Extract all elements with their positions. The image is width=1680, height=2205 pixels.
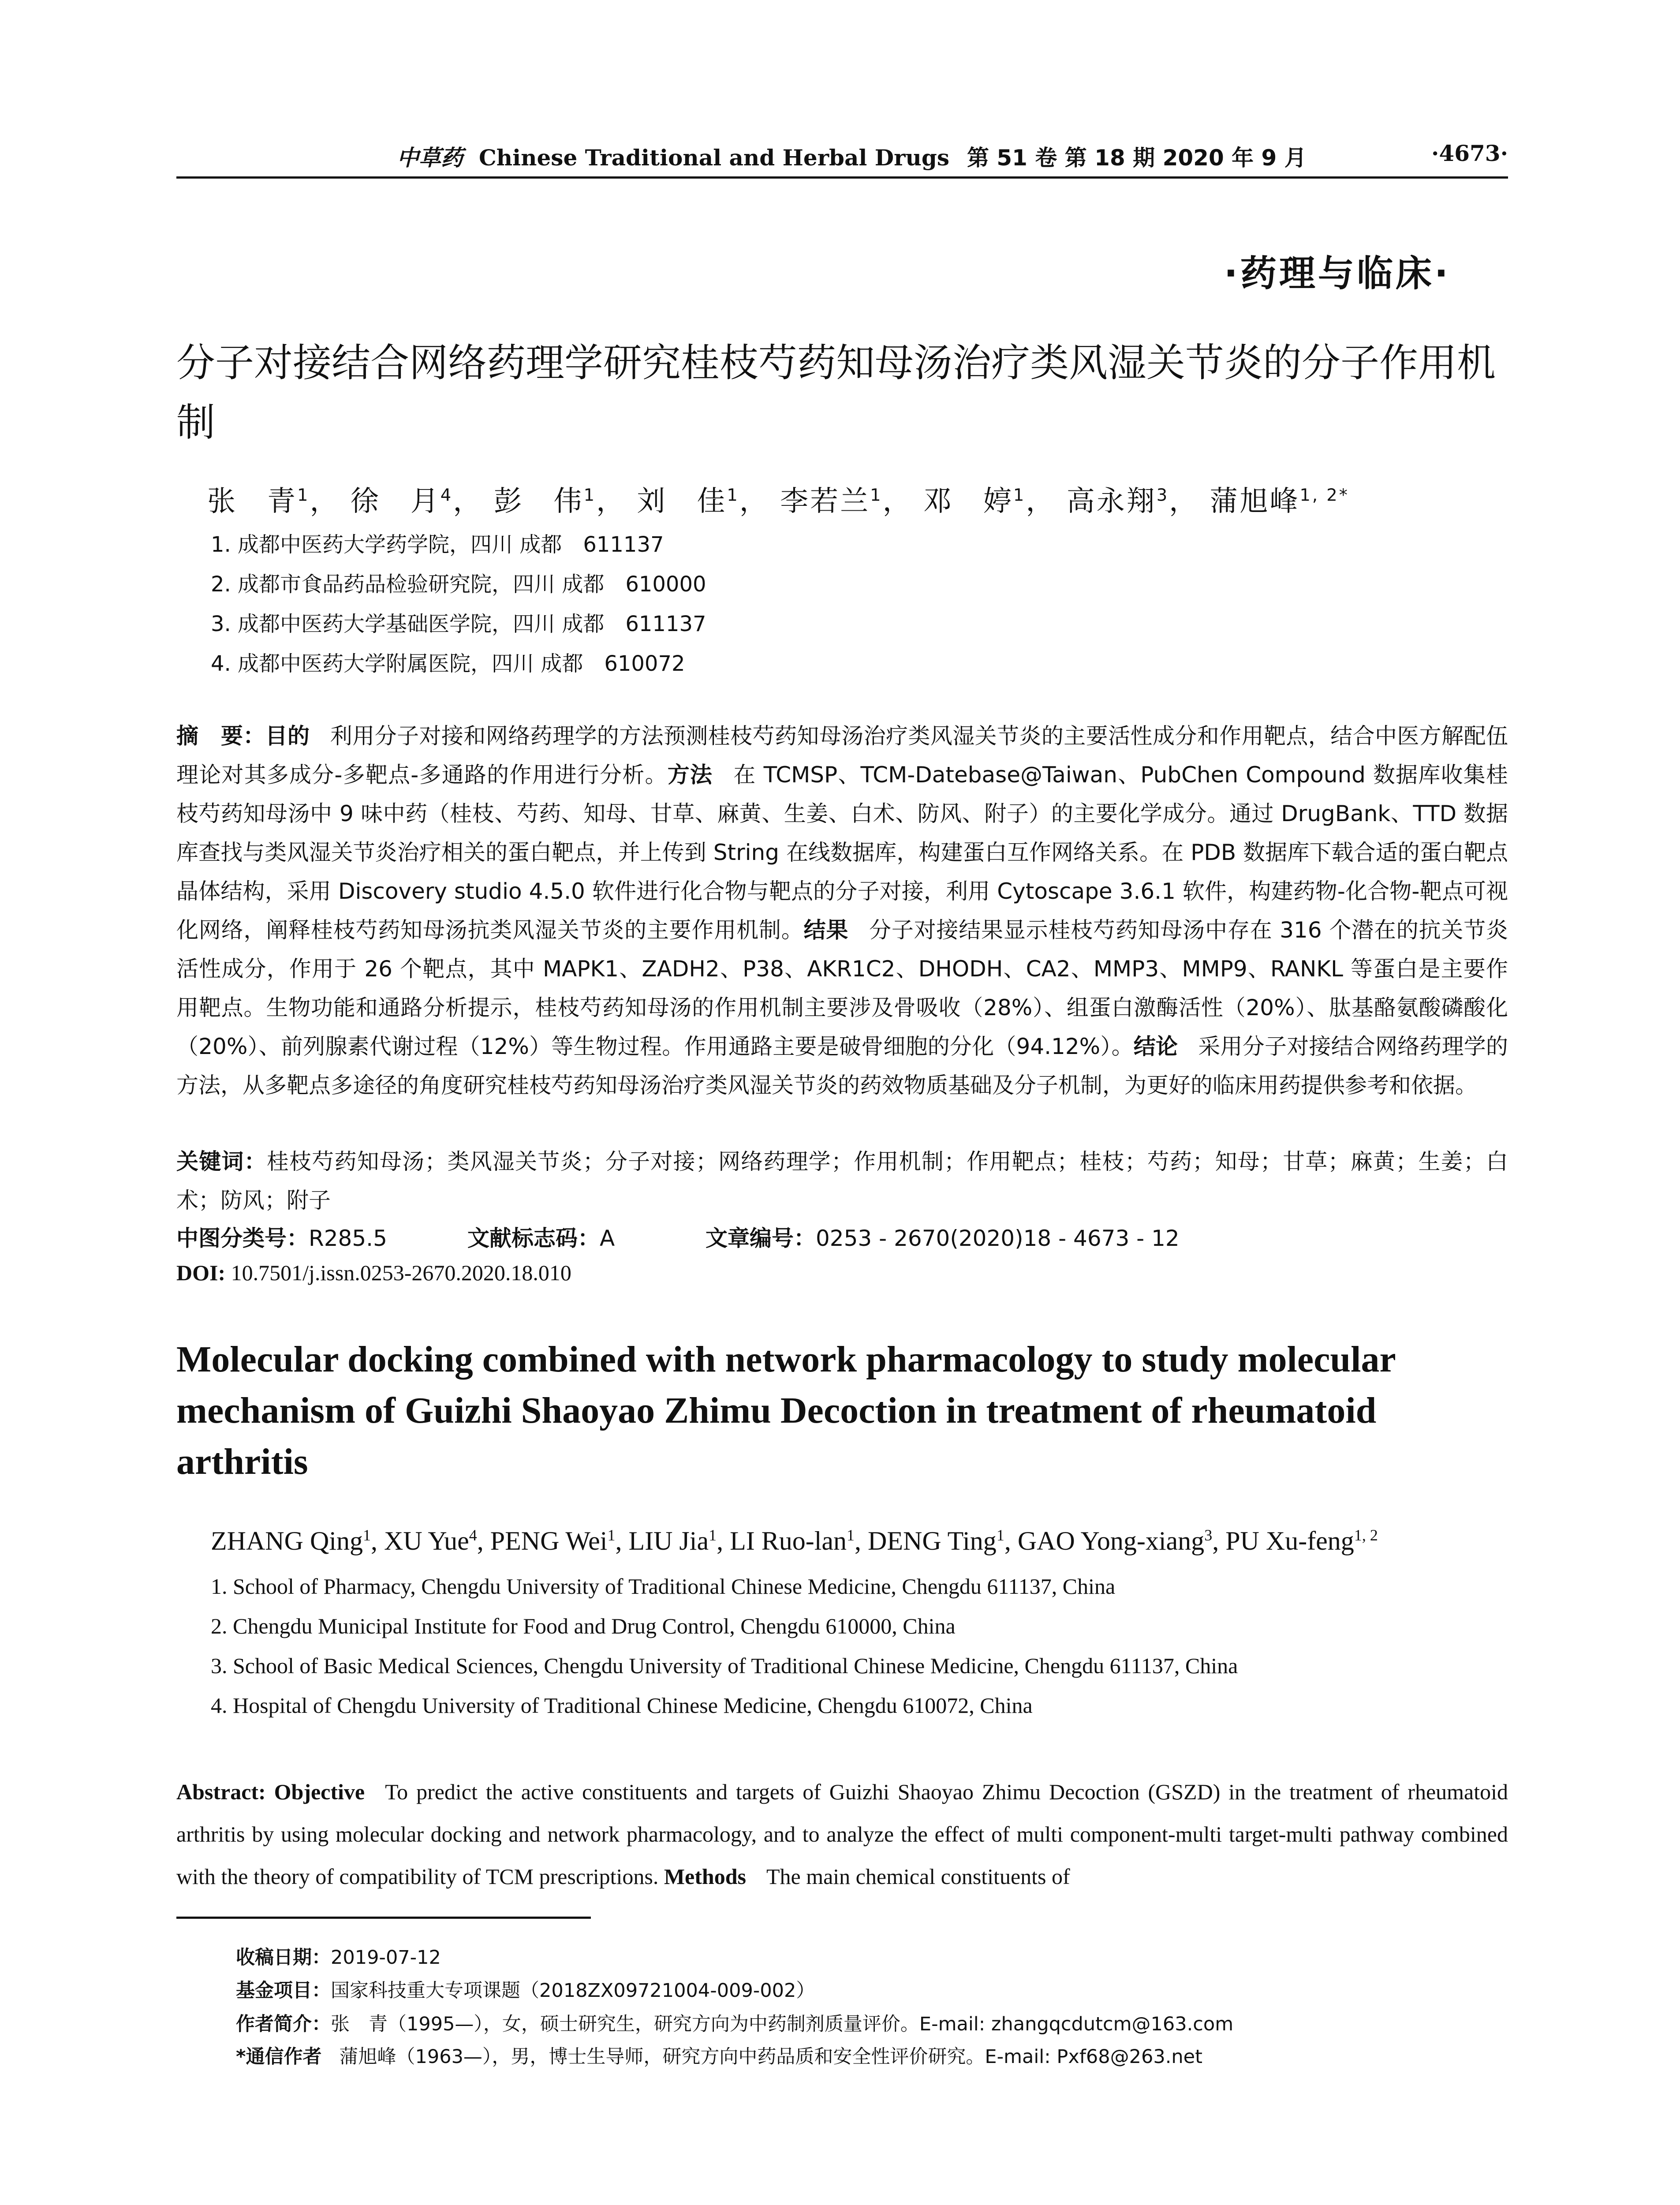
affiliation-cn: 2. 成都市食品药品检验研究院，四川 成都 610000 (211, 572, 706, 597)
objective-en-text: To predict the active constituents and targets of Guizhi Shaoyao Zhimu Decoction (GSZD) in the treatment of rheumatoid arthritis by using molecular docking and network pharmacology, and to analyze the effect of multi component-multi target-multi pathway combined with the theory of compatibility of TCM prescriptions. (176, 1779, 1508, 1889)
journal-issue: 第 51 卷 第 18 期 2020 年 9 月 (967, 145, 1307, 171)
methods-text: 在 TCMSP、TCM-Datebase@Taiwan、PubChen Compound 数据库收集桂枝芍药知母汤中 9 味中药（桂枝、芍药、知母、甘草、麻黄、生姜、白术、防风、附子）的主要化学成分。通过 DrugBank、TTD 数据库查找与类风湿关节炎治疗相关的蛋白靶点，并上传到 String 在线数据库，构建蛋白互作网络关系。在 PDB 数据库下载合适的蛋白靶点晶体结构，采用 Discovery studio 4.5.0 软件进行化合物与靶点的分子对接，利用 Cytoscape 3.6.1 软件，构建药物-化合物-靶点可视化网络，阐释桂枝芍药知母汤抗类风湿关节炎的主要作用机制。 (176, 762, 1508, 943)
author-cn: 张 青$^1$， (207, 485, 340, 518)
running-header (176, 140, 1508, 176)
title-cn: 分子对接结合网络药理学研究桂枝芍药知母汤治疗类风湿关节炎的分子作用机制 (176, 340, 1496, 445)
title-en: Molecular docking combined with network pharmacology to study molecular mechanism of Guizhi Shaoyao Zhimu Decoction in treatment of rheumatoid arthritis (176, 1339, 1396, 1482)
author-cn: 彭 伟$^1$， (493, 485, 626, 518)
footnote-rule (176, 1917, 591, 1919)
affiliation-cn: 1. 成都中医药大学药学院，四川 成都 611137 (211, 532, 664, 557)
section-label: ·药理与临床· (1224, 253, 1451, 295)
doc-code-label: 文献标志码： (467, 1226, 600, 1251)
doc-code-value: A (600, 1226, 615, 1251)
author-en: GAO Yong-xiang$^3$, (1017, 1526, 1226, 1555)
author-cn: 徐 月$^4$， (350, 485, 483, 518)
methods-label: 方法 (667, 762, 713, 788)
affiliation-en: 4. Hospital of Chengdu University of Traditional Chinese Medicine, Chengdu 610072, China (211, 1693, 1033, 1718)
objective-label: 目的 (265, 723, 310, 749)
clc-value: R285.5 (309, 1226, 387, 1251)
author-cn: 邓 婷$^1$， (923, 485, 1056, 518)
journal-name-cn: 中草药 (397, 145, 463, 171)
author-en: PU Xu-feng$^{1, 2}$ (1225, 1526, 1378, 1555)
doi-line (176, 1260, 571, 1286)
affiliation-cn: 3. 成都中医药大学基础医学院，四川 成都 611137 (211, 612, 706, 636)
author-en: XU Yue$^4$, (384, 1526, 490, 1555)
keywords-label: 关键词： (176, 1149, 267, 1174)
methods-en-text: The main chemical constituents of (766, 1864, 1070, 1889)
footnote-author-bio: 作者简介：张 青（1995—），女，硕士研究生，研究方向为中药制剂质量评价。E-mail: zhangqcdutcm@163.com (236, 2013, 1234, 2035)
journal-title (397, 140, 1307, 172)
author-en: DENG Ting$^1$, (868, 1526, 1018, 1555)
keywords-text: 桂枝芍药知母汤；类风湿关节炎；分子对接；网络药理学；作用机制；作用靶点；桂枝；芍药；知母；甘草；麻黄；生姜；白术；防风；附子 (176, 1149, 1508, 1213)
footnote-received: 收稿日期：2019-07-12 (236, 1947, 441, 1969)
article-no-label: 文章编号： (706, 1226, 816, 1251)
author-en: ZHANG Qing$^1$, (211, 1526, 384, 1555)
objective-text: 利用分子对接和网络药理学的方法预测桂枝芍药知母汤治疗类风湿关节炎的主要活性成分和作用靶点，结合中医方解配伍理论对其多成分-多靶点-多通路的作用进行分析。 (176, 723, 1508, 788)
abstract-cn (176, 717, 1508, 1105)
article-no-value: 0253 - 2670(2020)18 - 4673 - 12 (816, 1226, 1180, 1251)
author-cn: 李若兰$^1$， (780, 485, 913, 518)
keywords-cn (176, 1142, 1508, 1220)
authors-en (211, 1526, 1378, 1556)
doi-label: DOI: (176, 1260, 226, 1285)
footnote-funding: 基金项目：国家科技重大专项课题（2018ZX09721004-009-002） (236, 1980, 815, 2002)
journal-name-en: Chinese Traditional and Herbal Drugs (479, 145, 949, 171)
affiliation-en: 3. School of Basic Medical Sciences, Chengdu University of Traditional Chinese Medicine, Chengdu 611137, China (211, 1653, 1238, 1678)
results-label: 结果 (803, 917, 849, 943)
affiliation-en: 2. Chengdu Municipal Institute for Food and Drug Control, Chengdu 610000, China (211, 1614, 956, 1638)
page-number: ·4673· (1431, 140, 1508, 166)
footnote-corresponding: *通信作者 蒲旭峰（1963—），男，博士生导师，研究方向中药品质和安全性评价研究。E-mail: Pxf68@263.net (236, 2046, 1202, 2068)
author-cn: 刘 佳$^1$， (637, 485, 769, 518)
author-cn: 蒲旭峰$^{1, 2*}$ (1210, 485, 1349, 518)
abstract-en (176, 1771, 1508, 1898)
abstract-en-label: Abstract: (176, 1779, 266, 1804)
authors-cn (207, 478, 1349, 519)
affiliation-cn: 4. 成都中医药大学附属医院，四川 成都 610072 (211, 651, 685, 676)
author-en: LIU Jia$^1$, (628, 1526, 730, 1555)
abstract-label: 摘 要： (176, 723, 265, 749)
affiliation-en: 1. School of Pharmacy, Chengdu University of Traditional Chinese Medicine, Chengdu 611137, China (211, 1574, 1116, 1599)
author-cn: 高永翔$^3$， (1066, 485, 1199, 518)
classification-line (176, 1221, 1180, 1252)
methods-en-label: Methods (664, 1864, 746, 1889)
doi-value: 10.7501/j.issn.0253-2670.2020.18.010 (231, 1260, 571, 1285)
conclusion-label: 结论 (1133, 1034, 1178, 1059)
clc-label: 中图分类号： (176, 1226, 309, 1251)
conclusion-text: 采用分子对接结合网络药理学的方法，从多靶点多途径的角度研究桂枝芍药知母汤治疗类风湿关节炎的药效物质基础及分子机制，为更好的临床用药提供参考和依据。 (176, 1034, 1508, 1098)
results-text: 分子对接结果显示桂枝芍药知母汤中存在 316 个潜在的抗关节炎活性成分，作用于 26 个靶点，其中 MAPK1、ZADH2、P38、AKR1C2、DHODH、CA2、MMP3、MMP9、RANKL 等蛋白是主要作用靶点。生物功能和通路分析提示，桂枝芍药知母汤的作用机制主要涉及骨吸收（28%）、组蛋白激酶活性（20%）、肽基酪氨酸磷酸化（20%）、前列腺素代谢过程（12%）等生物过程。作用通路主要是破骨细胞的分化（94.12%）。 (176, 917, 1508, 1059)
objective-en-label: Objective (274, 1779, 365, 1804)
header-rule (176, 176, 1508, 179)
author-en: PENG Wei$^1$, (490, 1526, 629, 1555)
author-en: LI Ruo-lan$^1$, (730, 1526, 868, 1555)
